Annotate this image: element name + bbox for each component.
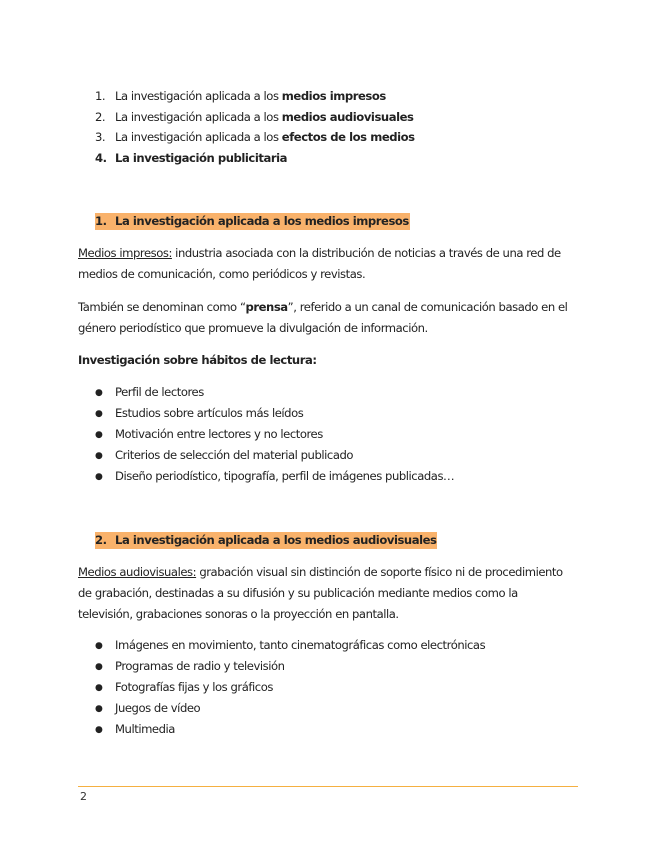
page-number: 2 <box>80 790 87 803</box>
list-item-text: Imágenes en movimiento, tanto cinematográficas como electrónicas <box>115 638 486 652</box>
paragraph-line <box>78 246 561 260</box>
list-item <box>95 406 303 420</box>
toc-item-text: La investigación aplicada a los <box>115 130 282 144</box>
toc-item-bold: efectos de los medios <box>281 130 415 144</box>
list-item-text: Programas de radio y televisión <box>115 659 285 673</box>
heading-highlight <box>95 213 410 230</box>
toc-item-text: La investigación aplicada a los <box>115 89 282 103</box>
toc-item-number: 3. <box>95 130 106 144</box>
paragraph-line <box>78 565 563 579</box>
paragraph-line: televisión, grabaciones sonoras o la proyección en pantalla. <box>78 607 399 621</box>
list-item <box>95 659 285 673</box>
toc-item-number: 4. <box>95 151 107 165</box>
toc-item-4 <box>95 151 287 165</box>
heading-text: La investigación aplicada a los medios audiovisuales <box>115 533 437 547</box>
toc-item-number: 1. <box>95 89 106 103</box>
bullet-icon: ● <box>95 451 103 461</box>
heading-highlight <box>95 532 437 549</box>
list-item-text: Diseño periodístico, tipografía, perfil de imágenes publicadas… <box>115 469 455 483</box>
section-heading-medios-audiovisuales <box>95 533 437 547</box>
paragraph-line <box>78 300 567 314</box>
toc-item-number: 2. <box>95 110 106 124</box>
definition-text: grabación visual sin distinción de soporte físico ni de procedimiento <box>196 565 563 579</box>
paragraph-text: ”, referido a un canal de comunicación basado en el <box>287 300 568 314</box>
definition-term: Medios audiovisuales: <box>78 565 197 579</box>
list-item-text: Estudios sobre artículos más leídos <box>115 406 304 420</box>
subheading: Investigación sobre hábitos de lectura: <box>78 353 317 367</box>
list-item-text: Multimedia <box>115 722 175 736</box>
footer-divider <box>78 786 578 787</box>
list-item <box>95 722 175 736</box>
definition-text: industria asociada con la distribución de noticias a través de una red de <box>171 246 561 260</box>
bullet-icon: ● <box>95 430 103 440</box>
heading-number: 1. <box>95 214 107 228</box>
list-item-text: Criterios de selección del material publicado <box>115 448 354 462</box>
list-item-text: Motivación entre lectores y no lectores <box>115 427 323 441</box>
definition-term: Medios impresos: <box>78 246 172 260</box>
paragraph-bold-term: prensa <box>245 300 288 314</box>
section-heading-medios-impresos <box>95 214 410 228</box>
bullet-icon: ● <box>95 725 103 735</box>
list-item <box>95 701 200 715</box>
toc-item-bold: La investigación publicitaria <box>115 151 288 165</box>
bullet-icon: ● <box>95 641 103 651</box>
list-item <box>95 680 273 694</box>
paragraph-line: medios de comunicación, como periódicos y revistas. <box>78 267 366 281</box>
bullet-icon: ● <box>95 409 103 419</box>
toc-item-2 <box>95 110 413 124</box>
paragraph-line: de grabación, destinadas a su difusión y su publicación mediante medios como la <box>78 586 518 600</box>
list-item <box>95 638 485 652</box>
toc-item-bold: medios audiovisuales <box>281 110 414 124</box>
list-item-text: Fotografías fijas y los gráficos <box>115 680 273 694</box>
list-item <box>95 385 204 399</box>
bullet-icon: ● <box>95 704 103 714</box>
bullet-icon: ● <box>95 472 103 482</box>
list-item <box>95 469 454 483</box>
paragraph-text: También se denominan como “ <box>78 300 246 314</box>
paragraph-line: género periodístico que promueve la divulgación de información. <box>78 321 428 335</box>
list-item <box>95 427 323 441</box>
list-item <box>95 448 353 462</box>
toc-item-3 <box>95 130 415 144</box>
bullet-icon: ● <box>95 662 103 672</box>
heading-text: La investigación aplicada a los medios impresos <box>115 214 409 228</box>
heading-number: 2. <box>95 533 107 547</box>
list-item-text: Perfil de lectores <box>115 385 204 399</box>
bullet-icon: ● <box>95 388 103 398</box>
list-item-text: Juegos de vídeo <box>115 701 201 715</box>
toc-item-1 <box>95 89 386 103</box>
toc-item-bold: medios impresos <box>281 89 386 103</box>
bullet-icon: ● <box>95 683 103 693</box>
toc-item-text: La investigación aplicada a los <box>115 110 282 124</box>
